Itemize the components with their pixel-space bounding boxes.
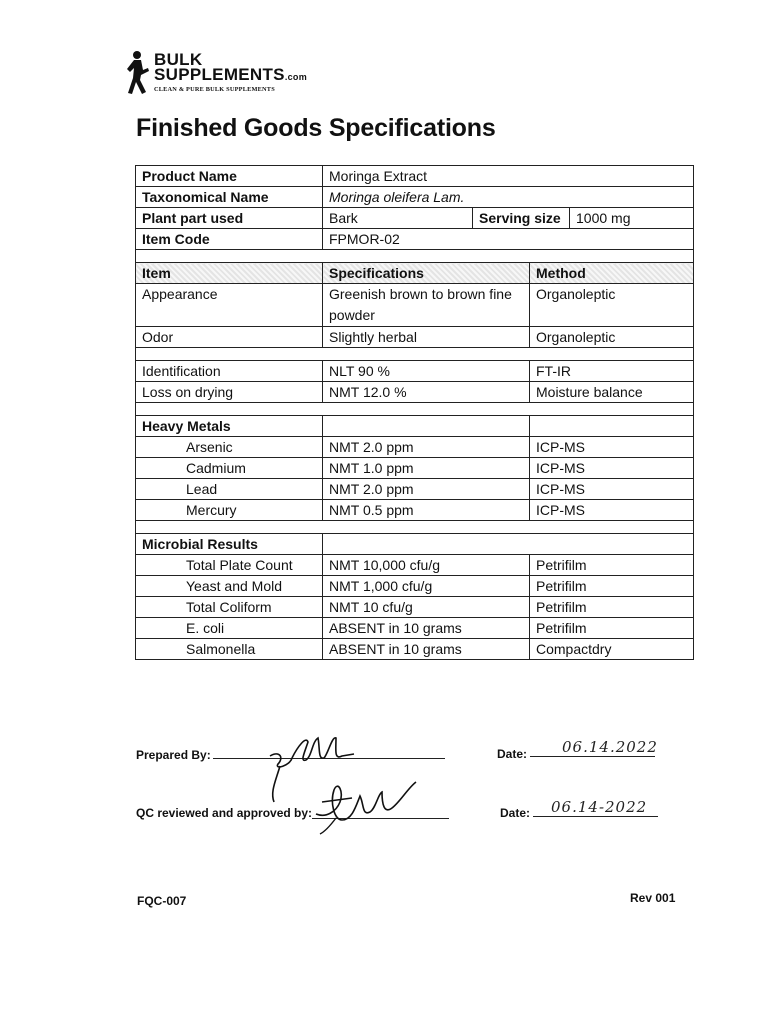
taxonomical-name-value: Moringa oleifera Lam. [323,187,694,208]
method-cell: ICP-MS [530,500,694,521]
spacer-row [136,250,694,263]
item-cell: Mercury [136,500,323,521]
method-cell: FT-IR [530,361,694,382]
table-row [136,597,694,618]
method-cell: Organoleptic [530,284,694,327]
table-row [136,555,694,576]
table-row [136,500,694,521]
table-row [136,361,694,382]
form-id: FQC-007 [137,894,187,908]
microbial-title: Microbial Results [136,534,323,555]
table-row [136,229,694,250]
prepared-date-label: Date: [497,747,528,761]
method-cell: Petrifilm [530,576,694,597]
spec-cell: ABSENT in 10 grams [323,639,530,660]
spacer-row [136,521,694,534]
qc-signature [312,772,430,838]
method-cell: ICP-MS [530,479,694,500]
section-row [136,416,694,437]
spacer-cell [136,403,694,416]
table-row [136,437,694,458]
item-cell: Identification [136,361,323,382]
item-code-value: FPMOR-02 [323,229,694,250]
item-cell: Loss on drying [136,382,323,403]
spec-cell: NMT 10 cfu/g [323,597,530,618]
spec-cell [323,416,530,437]
spec-cell: NMT 10,000 cfu/g [323,555,530,576]
runner-icon [126,50,152,96]
method-cell [530,416,694,437]
item-cell: Cadmium [136,458,323,479]
spec-cell: NMT 0.5 ppm [323,500,530,521]
header-specifications: Specifications [323,263,530,284]
spec-cell: Slightly herbal [323,327,530,348]
item-code-label: Item Code [136,229,323,250]
item-cell: Total Coliform [136,597,323,618]
plant-part-label: Plant part used [136,208,323,229]
spacer-cell [136,521,694,534]
spacer-cell [136,348,694,361]
spacer-row [136,403,694,416]
item-cell: Odor [136,327,323,348]
spec-cell: NMT 1.0 ppm [323,458,530,479]
table-row [136,382,694,403]
brand-logo [126,50,316,100]
method-cell: ICP-MS [530,437,694,458]
header-item: Item [136,263,323,284]
product-name-value: Moringa Extract [323,166,694,187]
table-row [136,208,694,229]
spacer-cell [136,250,694,263]
table-row [136,618,694,639]
serving-size-value: 1000 mg [570,208,694,229]
table-row [136,166,694,187]
spec-cell: NMT 2.0 ppm [323,437,530,458]
item-cell: Yeast and Mold [136,576,323,597]
logo-tagline: CLEAN & PURE BULK SUPPLEMENTS [154,86,275,93]
table-row [136,284,694,327]
item-cell: E. coli [136,618,323,639]
prepared-by-label: Prepared By: [136,748,211,762]
header-method: Method [530,263,694,284]
qc-approved-label: QC reviewed and approved by: [136,806,313,820]
method-cell: Petrifilm [530,555,694,576]
revision-label: Rev 001 [630,891,676,905]
method-cell: Petrifilm [530,597,694,618]
item-cell: Lead [136,479,323,500]
method-cell: ICP-MS [530,458,694,479]
page-title: Finished Goods Specifications [136,114,496,142]
qc-date-value: 06.14-2022 [551,798,648,816]
prepared-date-value: 06.14.2022 [562,738,658,756]
table-row [136,639,694,660]
table-row [136,576,694,597]
item-cell: Arsenic [136,437,323,458]
spec-cell: NLT 90 % [323,361,530,382]
qc-date-label: Date: [500,806,531,820]
specifications-table [135,165,694,660]
logo-wordmark-supplements: SUPPLEMENTS.com [154,65,308,84]
spacer-row [136,348,694,361]
taxonomical-name-label: Taxonomical Name [136,187,323,208]
table-row [136,327,694,348]
section-row [136,534,694,555]
table-row [136,479,694,500]
spec-cell: NMT 12.0 % [323,382,530,403]
item-cell: Salmonella [136,639,323,660]
heavy-metals-title: Heavy Metals [136,416,323,437]
spec-cell: NMT 1,000 cfu/g [323,576,530,597]
table-row [136,458,694,479]
method-cell: Organoleptic [530,327,694,348]
spec-cell: Greenish brown to brown fine powder [323,284,530,327]
table-row [136,187,694,208]
product-name-label: Product Name [136,166,323,187]
spec-cell [323,534,694,555]
header-row [136,263,694,284]
item-cell: Total Plate Count [136,555,323,576]
logo-wordmark-bulk: BULK [154,50,203,69]
item-cell: Appearance [136,284,323,327]
method-cell: Moisture balance [530,382,694,403]
plant-part-value: Bark [323,208,473,229]
method-cell: Compactdry [530,639,694,660]
method-cell: Petrifilm [530,618,694,639]
serving-size-label: Serving size [473,208,570,229]
spec-cell: NMT 2.0 ppm [323,479,530,500]
spec-cell: ABSENT in 10 grams [323,618,530,639]
